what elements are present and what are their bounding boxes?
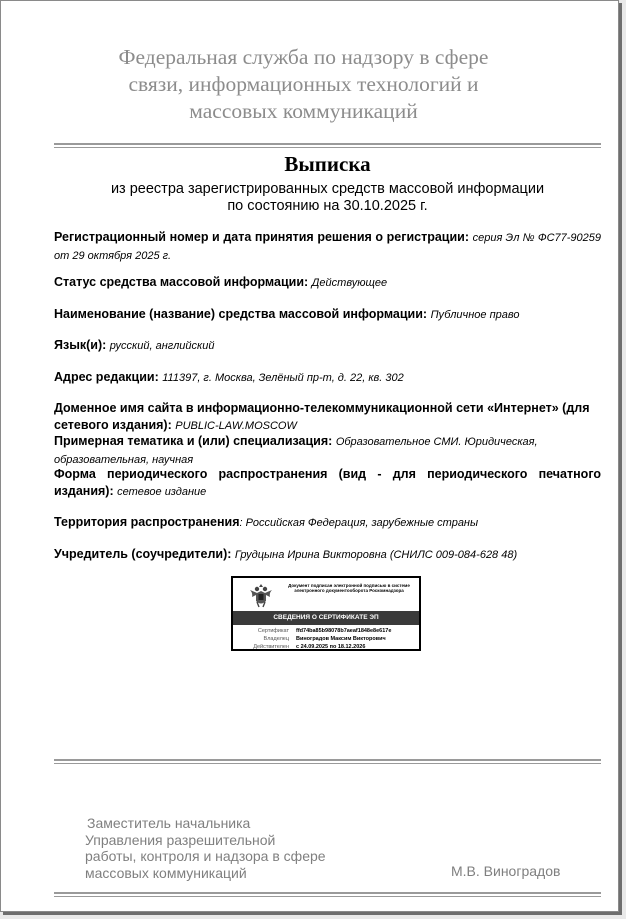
field-label: Регистрационный номер и дата принятия решения о регистрации: xyxy=(54,230,470,244)
e-signature-stamp xyxy=(231,576,421,651)
certificate-row-value: Виноградов Максим Викторович xyxy=(296,636,386,642)
signatory-name: М.В. Виноградов xyxy=(451,863,561,879)
subtitle-line-2: по состоянию на 30.10.2025 г. xyxy=(227,198,428,214)
agency-name: Федеральная служба по надзору в сфере связи, информационных технологий и массовых коммуникаций xyxy=(118,45,489,123)
field-value: PUBLIC-LAW.MOSCOW xyxy=(175,420,297,432)
signature-note: Документ подписан электронной подписью в системе электронного документооборота Роскомнадзора xyxy=(288,583,410,594)
certificate-row-label: Владелец xyxy=(263,636,289,642)
certificate-row xyxy=(233,643,419,652)
field-label: Территория распространения xyxy=(54,515,240,529)
field-domain xyxy=(54,400,601,435)
certificate-row-value: с 24.09.2025 по 18.12.2026 xyxy=(296,644,366,650)
footer-divider-bottom xyxy=(54,892,601,897)
certificate-band: СВЕДЕНИЯ О СЕРТИФИКАТЕ ЭП xyxy=(233,611,419,625)
field-value: Образовательное СМИ. Юридическая, образовательная, научная xyxy=(54,436,538,466)
field-topics xyxy=(54,433,601,469)
position-line: Заместитель начальника xyxy=(87,815,251,831)
field-founder xyxy=(54,546,601,564)
field-value: Действующее xyxy=(311,277,388,289)
field-status xyxy=(54,274,601,292)
position-line: работы, контроля и надзора в сфере xyxy=(85,848,326,864)
certificate-row-label: Сертификат xyxy=(257,628,289,634)
field-value: : Российская Федерация, зарубежные страны xyxy=(239,517,479,529)
field-periodicity xyxy=(54,466,601,501)
field-label: Форма периодического распространения (вид - для периодического печатного издания): xyxy=(54,467,601,498)
footer-divider-top xyxy=(54,759,601,764)
field-value: сетевое издание xyxy=(117,486,207,498)
position-line: массовых коммуникаций xyxy=(85,864,247,881)
field-registration xyxy=(54,229,601,265)
field-label: Наименование (название) средства массовой информации: xyxy=(54,307,428,321)
field-value: Грудцына Ирина Викторовна (СНИЛС 009-084-628 48) xyxy=(234,549,518,561)
coat-of-arms-icon xyxy=(247,581,275,609)
field-value: Публичное право xyxy=(430,309,520,321)
field-label: Учредитель (соучредители): xyxy=(54,547,232,561)
field-value: русский, английский xyxy=(109,340,215,352)
field-label: Доменное имя сайта в информационно-телекоммуникационной сети «Интернет» (для сетевого издания): xyxy=(54,401,590,432)
signatory-position xyxy=(85,815,345,881)
header-divider xyxy=(54,143,601,148)
document-title: Выписка xyxy=(284,152,371,176)
field-label: Примерная тематика и (или) специализация: xyxy=(54,434,333,448)
field-value: серия Эл № ФС77-90259 от 29 октября 2025 г. xyxy=(54,232,601,262)
field-territory xyxy=(54,514,601,532)
field-name xyxy=(54,306,601,324)
field-label: Адрес редакции: xyxy=(54,370,159,384)
certificate-row-label: Действителен xyxy=(253,644,289,650)
subtitle-line-1: из реестра зарегистрированных средств массовой информации xyxy=(110,181,545,197)
certificate-row-value: ffd74ba85b98078b7aeaf1848e8e617e xyxy=(296,628,392,634)
field-label: Статус средства массовой информации: xyxy=(54,275,309,289)
document-subtitle xyxy=(54,181,601,215)
field-label: Язык(и): xyxy=(54,338,107,352)
field-language xyxy=(54,337,601,355)
position-line: Управления разрешительной xyxy=(85,831,276,848)
field-address xyxy=(54,369,601,387)
field-value: 111397, г. Москва, Зелёный пр-т, д. 22, кв. 302 xyxy=(162,372,404,384)
